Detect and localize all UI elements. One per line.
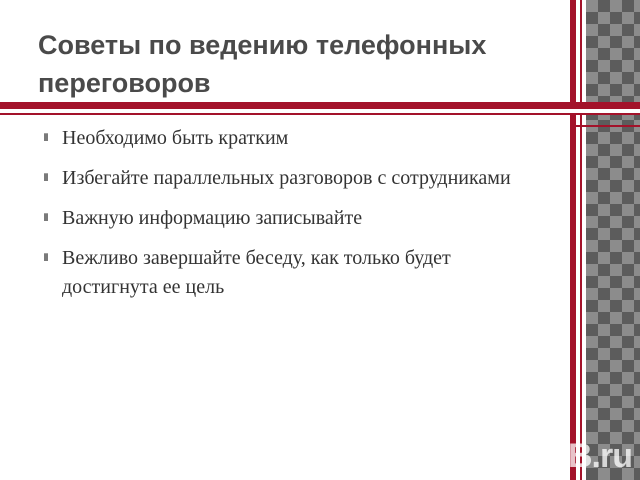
bullet-list — [42, 124, 542, 313]
bullet-item — [42, 204, 542, 233]
diamond-pattern-panel — [586, 0, 640, 480]
bullet-text: Вежливо завершайте беседу, как только будет достигнута ее цель — [62, 247, 451, 298]
horizontal-red-thin-stripe — [0, 113, 640, 115]
bullet-text: Избегайте параллельных разговоров с сотрудниками — [62, 167, 511, 189]
horizontal-red-short-stripe — [570, 125, 640, 127]
watermark: B.ru — [568, 437, 632, 475]
bullet-icon — [44, 133, 48, 141]
bullet-item — [42, 244, 542, 302]
bullet-text: Важную информацию записывайте — [62, 207, 363, 229]
bullet-item — [42, 124, 542, 153]
bullet-item — [42, 164, 542, 193]
horizontal-red-stripe — [0, 102, 640, 109]
bullet-icon — [44, 173, 48, 181]
bullet-icon — [44, 213, 48, 221]
vertical-red-thin-stripe — [580, 0, 582, 480]
bullet-icon — [44, 253, 48, 261]
slide-title: Советы по ведению телефонных переговоров — [38, 30, 487, 98]
bullet-text: Необходимо быть кратким — [62, 127, 289, 149]
